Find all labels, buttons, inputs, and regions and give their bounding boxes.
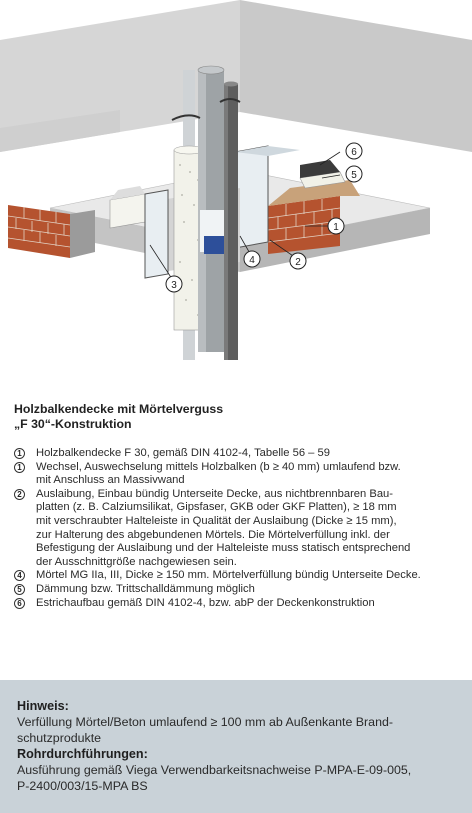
caption-title-line2: „F 30“-Konstruktion — [14, 417, 132, 431]
svg-text:4: 4 — [249, 255, 255, 266]
reveal-left — [145, 190, 168, 278]
legend-item — [14, 569, 466, 583]
legend-text-line: mit verschraubter Halteleiste in Qualität der Auslaibung (Dicke ≥ 15 mm), — [36, 514, 397, 527]
legend-text-line: der Ausschnittgröße nachgewiesen sein. — [36, 555, 237, 568]
legend-text-line: mit Anschluss an Massivwand — [36, 474, 185, 487]
legend-list — [14, 447, 466, 610]
caption — [14, 402, 464, 432]
legend-text-line: platten (z. B. Calziumsilikat, Gipsfaser, GKB oder GKF Platten), ≥ 18 mm — [36, 501, 397, 514]
legend-number: 1 — [14, 462, 25, 473]
note-heading-rohrdurchfuehrungen: Rohrdurchführungen: — [17, 747, 148, 761]
svg-text:1: 1 — [333, 222, 339, 233]
legend-number: 2 — [14, 489, 25, 500]
callout-2 — [290, 253, 306, 269]
legend-item — [14, 583, 466, 597]
legend-item — [14, 488, 466, 570]
legend-number-badge — [14, 569, 36, 581]
callout-6 — [346, 143, 362, 159]
legend-number-badge — [14, 583, 36, 595]
legend-text-line: Befestigung der Auslaibung und der Halteleiste muss statisch entsprechend — [36, 542, 411, 555]
legend-number-badge — [14, 488, 36, 500]
dark-pipe — [224, 82, 238, 361]
callout-4 — [244, 251, 260, 267]
legend-number: 4 — [14, 570, 25, 581]
callout-5 — [346, 166, 362, 182]
legend-number-badge — [14, 461, 36, 473]
note-text-line: P-2400/003/15-MPA BS — [17, 779, 148, 793]
note-text-line: schutzprodukte — [17, 731, 102, 745]
legend-number: 5 — [14, 584, 25, 595]
caption-title-line1: Holzbalkendecke mit Mörtelverguss — [14, 402, 224, 416]
callout-1 — [328, 218, 344, 234]
legend-text-line: zur Halterung des abgebundenen Mörtels. Die Mörtelverfüllung inkl. der — [36, 528, 390, 541]
svg-text:5: 5 — [351, 170, 357, 181]
legend-item — [14, 597, 466, 611]
legend-text-line: Dämmung bzw. Trittschalldämmung möglich — [36, 582, 255, 595]
construction-illustration — [0, 0, 472, 380]
legend-number-badge — [14, 597, 36, 609]
note-text-line: Ausführung gemäß Viega Verwendbarkeitsnachweise P-MPA-E-09-005, — [17, 763, 412, 777]
legend-number: 1 — [14, 448, 25, 459]
svg-text:2: 2 — [295, 257, 301, 268]
legend-item — [14, 447, 466, 461]
legend-text-line: Estrichaufbau gemäß DIN 4102-4, bzw. abP der Deckenkonstruktion — [36, 596, 375, 609]
legend-item — [14, 461, 466, 488]
svg-text:3: 3 — [171, 280, 177, 291]
legend-text-line: Wechsel, Auswechselung mittels Holzbalken (b ≥ 40 mm) umlaufend bzw. — [36, 460, 401, 473]
note-text-line: Verfüllung Mörtel/Beton umlaufend ≥ 100 mm ab Außenkante Brand- — [17, 715, 393, 729]
callout-3 — [166, 276, 182, 292]
note-heading-hinweis: Hinweis: — [17, 699, 69, 713]
note-box — [0, 680, 472, 813]
legend-text-line: Holzbalkendecke F 30, gemäß DIN 4102-4, Tabelle 56 – 59 — [36, 447, 330, 459]
legend-text-line: Auslaibung, Einbau bündig Unterseite Decke, aus nichtbrennbaren Bau- — [36, 487, 393, 500]
legend-number-badge — [14, 447, 36, 459]
legend-text-line: Mörtel MG IIa, III, Dicke ≥ 150 mm. Mörtelverfüllung bündig Unterseite Decke. — [36, 569, 421, 582]
large-pipe — [198, 66, 224, 352]
right-wall — [240, 0, 472, 152]
legend-number: 6 — [14, 598, 25, 609]
svg-text:6: 6 — [351, 147, 357, 158]
